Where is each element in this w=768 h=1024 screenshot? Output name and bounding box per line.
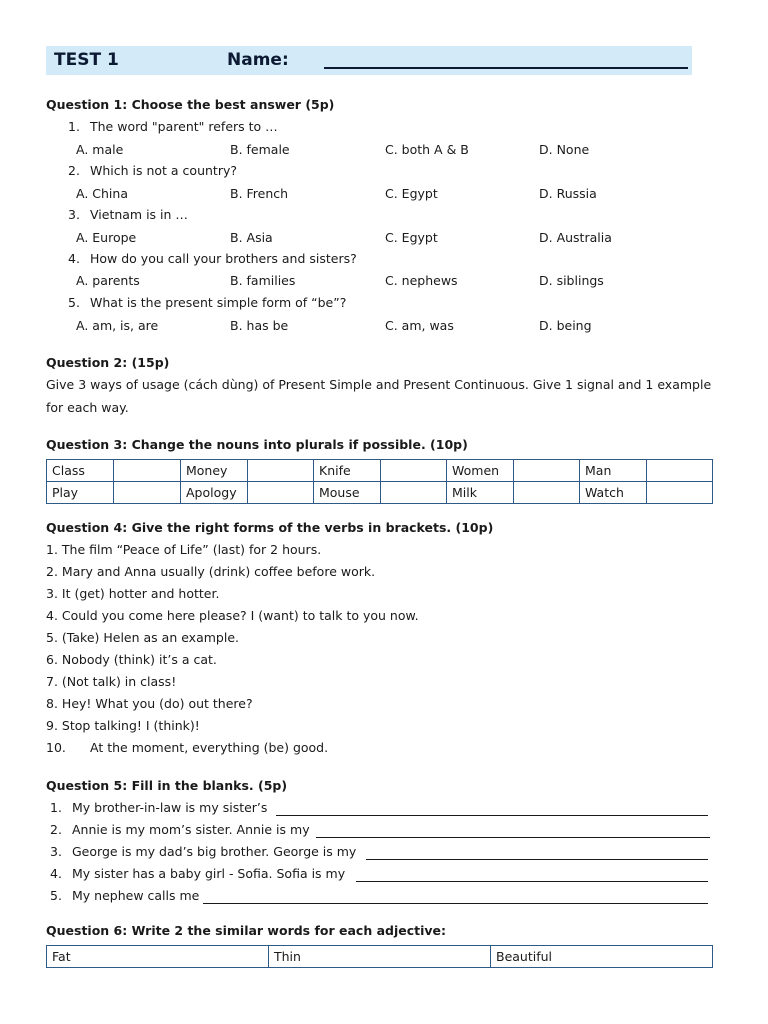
name-label: Name: xyxy=(227,50,289,70)
question-3-title: Question 3: Change the nouns into plurals if possible. (10p) xyxy=(46,437,468,452)
noun-cell: Women xyxy=(447,460,514,482)
q1-item-4-number: 4. xyxy=(68,251,80,266)
q5-item-text: Annie is my mom’s sister. Annie is my xyxy=(72,822,310,837)
question-1-title: Question 1: Choose the best answer (5p) xyxy=(46,97,335,112)
q1-item-5 xyxy=(68,295,347,310)
option-a[interactable]: A. China xyxy=(76,186,128,201)
q1-item-5-text: What is the present simple form of “be”? xyxy=(90,295,347,310)
plurals-table xyxy=(46,459,713,504)
q5-item-number: 4. xyxy=(50,866,62,881)
option-d[interactable]: D. None xyxy=(539,142,590,157)
option-c[interactable]: C. both A & B xyxy=(385,142,469,157)
q1-item-2-number: 2. xyxy=(68,163,80,178)
noun-cell: Milk xyxy=(447,482,514,504)
q5-item xyxy=(50,800,268,815)
q4-item-number: 5. xyxy=(46,630,58,645)
option-d[interactable]: D. Russia xyxy=(539,186,597,201)
noun-cell: Watch xyxy=(580,482,647,504)
q4-item xyxy=(46,564,375,579)
q5-item xyxy=(50,844,357,859)
q1-item-1-number: 1. xyxy=(68,119,80,134)
option-b[interactable]: B. families xyxy=(230,273,296,288)
option-c[interactable]: C. am, was xyxy=(385,318,454,333)
q4-item-text: Stop talking! I (think)! xyxy=(61,718,200,733)
q4-item-number: 1. xyxy=(46,542,58,557)
question-2-text-line-1: Give 3 ways of usage (cách dùng) of Present Simple and Present Continuous. Give 1 signal and 1 example xyxy=(46,377,712,392)
q4-item-text: The film “Peace of Life” (last) for 2 hours. xyxy=(61,542,322,557)
test-title: TEST 1 xyxy=(54,50,119,70)
q5-item-text: George is my dad’s big brother. George is my xyxy=(72,844,357,859)
q4-item-number: 6. xyxy=(46,652,58,667)
adjective-cell[interactable]: Fat xyxy=(47,946,269,968)
q4-item-text: It (get) hotter and hotter. xyxy=(61,586,220,601)
q1-item-3 xyxy=(68,207,188,222)
test-header xyxy=(46,46,692,75)
answer-cell[interactable] xyxy=(114,482,181,504)
option-a[interactable]: A. am, is, are xyxy=(76,318,159,333)
q4-item-text: Mary and Anna usually (drink) coffee before work. xyxy=(61,564,376,579)
q5-item-text: My sister has a baby girl - Sofia. Sofia is my xyxy=(72,866,346,881)
answer-cell[interactable] xyxy=(248,460,314,482)
option-a[interactable]: A. male xyxy=(76,142,124,157)
q4-item xyxy=(46,542,321,557)
option-b[interactable]: B. has be xyxy=(230,318,289,333)
option-b[interactable]: B. female xyxy=(230,142,290,157)
q1-item-4-text: How do you call your brothers and sisters? xyxy=(90,251,357,266)
q4-item-number: 10. xyxy=(46,740,66,755)
noun-cell: Class xyxy=(47,460,114,482)
question-2-text-line-2: for each way. xyxy=(46,400,129,415)
answer-cell[interactable] xyxy=(114,460,181,482)
q5-item-number: 1. xyxy=(50,800,62,815)
q4-item-number: 7. xyxy=(46,674,58,689)
answer-cell[interactable] xyxy=(647,482,713,504)
answer-cell[interactable] xyxy=(248,482,314,504)
noun-cell: Knife xyxy=(314,460,381,482)
table-row xyxy=(47,482,713,504)
q4-item-number: 4. xyxy=(46,608,58,623)
name-blank[interactable] xyxy=(324,67,688,69)
q5-item xyxy=(50,822,310,837)
q4-item-text: Nobody (think) it’s a cat. xyxy=(61,652,217,667)
q5-item-number: 5. xyxy=(50,888,62,903)
adjective-cell[interactable]: Beautiful xyxy=(491,946,713,968)
answer-cell[interactable] xyxy=(381,460,447,482)
option-d[interactable]: D. being xyxy=(539,318,592,333)
q1-item-3-number: 3. xyxy=(68,207,80,222)
noun-cell: Money xyxy=(181,460,248,482)
q5-item-number: 2. xyxy=(50,822,62,837)
q5-item-text: My brother-in-law is my sister’s xyxy=(72,800,268,815)
answer-cell[interactable] xyxy=(381,482,447,504)
q5-blank-4[interactable] xyxy=(356,881,708,882)
question-2-title: Question 2: (15p) xyxy=(46,355,170,370)
option-c[interactable]: C. Egypt xyxy=(385,186,438,201)
q5-blank-2[interactable] xyxy=(316,837,710,838)
table-row xyxy=(47,946,713,968)
table-row xyxy=(47,460,713,482)
q4-item-number: 3. xyxy=(46,586,58,601)
q5-blank-5[interactable] xyxy=(203,903,708,904)
q5-blank-3[interactable] xyxy=(366,859,708,860)
option-c[interactable]: C. nephews xyxy=(385,273,458,288)
q4-item-text: At the moment, everything (be) good. xyxy=(90,740,329,755)
q4-item-number: 8. xyxy=(46,696,58,711)
q5-item-text: My nephew calls me xyxy=(72,888,200,903)
q1-item-2 xyxy=(68,163,237,178)
answer-cell[interactable] xyxy=(647,460,713,482)
q4-item xyxy=(46,586,219,601)
question-4-title: Question 4: Give the right forms of the verbs in brackets. (10p) xyxy=(46,520,494,535)
q4-item xyxy=(46,696,253,711)
noun-cell: Apology xyxy=(181,482,248,504)
q1-item-1-text: The word "parent" refers to … xyxy=(90,119,278,134)
noun-cell: Play xyxy=(47,482,114,504)
q1-item-3-text: Vietnam is in … xyxy=(90,207,188,222)
q4-item xyxy=(46,652,217,667)
noun-cell: Mouse xyxy=(314,482,381,504)
answer-cell[interactable] xyxy=(514,482,580,504)
noun-cell: Man xyxy=(580,460,647,482)
q4-item xyxy=(46,718,200,733)
q4-item xyxy=(46,740,329,755)
option-a[interactable]: A. Europe xyxy=(76,230,137,245)
q4-item-text: Hey! What you (do) out there? xyxy=(61,696,253,711)
q4-item-number: 9. xyxy=(46,718,58,733)
q5-item xyxy=(50,888,200,903)
option-d[interactable]: D. Australia xyxy=(539,230,612,245)
q4-item-text: Could you come here please? I (want) to talk to you now. xyxy=(61,608,419,623)
q4-item xyxy=(46,608,419,623)
question-6-title: Question 6: Write 2 the similar words for each adjective: xyxy=(46,923,447,938)
q4-item xyxy=(46,630,239,645)
option-b[interactable]: B. French xyxy=(230,186,289,201)
q1-item-1 xyxy=(68,119,278,134)
answer-cell[interactable] xyxy=(514,460,580,482)
q5-blank-1[interactable] xyxy=(276,815,708,816)
q4-item xyxy=(46,674,176,689)
q4-item-text: (Not talk) in class! xyxy=(61,674,177,689)
q5-item xyxy=(50,866,346,881)
adjective-cell[interactable]: Thin xyxy=(269,946,491,968)
q1-item-5-number: 5. xyxy=(68,295,80,310)
q5-item-number: 3. xyxy=(50,844,62,859)
option-b[interactable]: B. Asia xyxy=(230,230,273,245)
option-d[interactable]: D. siblings xyxy=(539,273,604,288)
option-a[interactable]: A. parents xyxy=(76,273,140,288)
adjectives-table xyxy=(46,945,713,968)
q1-item-2-text: Which is not a country? xyxy=(90,163,237,178)
question-5-title: Question 5: Fill in the blanks. (5p) xyxy=(46,778,288,793)
option-c[interactable]: C. Egypt xyxy=(385,230,438,245)
q1-item-4 xyxy=(68,251,357,266)
q4-item-number: 2. xyxy=(46,564,58,579)
q4-item-text: (Take) Helen as an example. xyxy=(61,630,239,645)
